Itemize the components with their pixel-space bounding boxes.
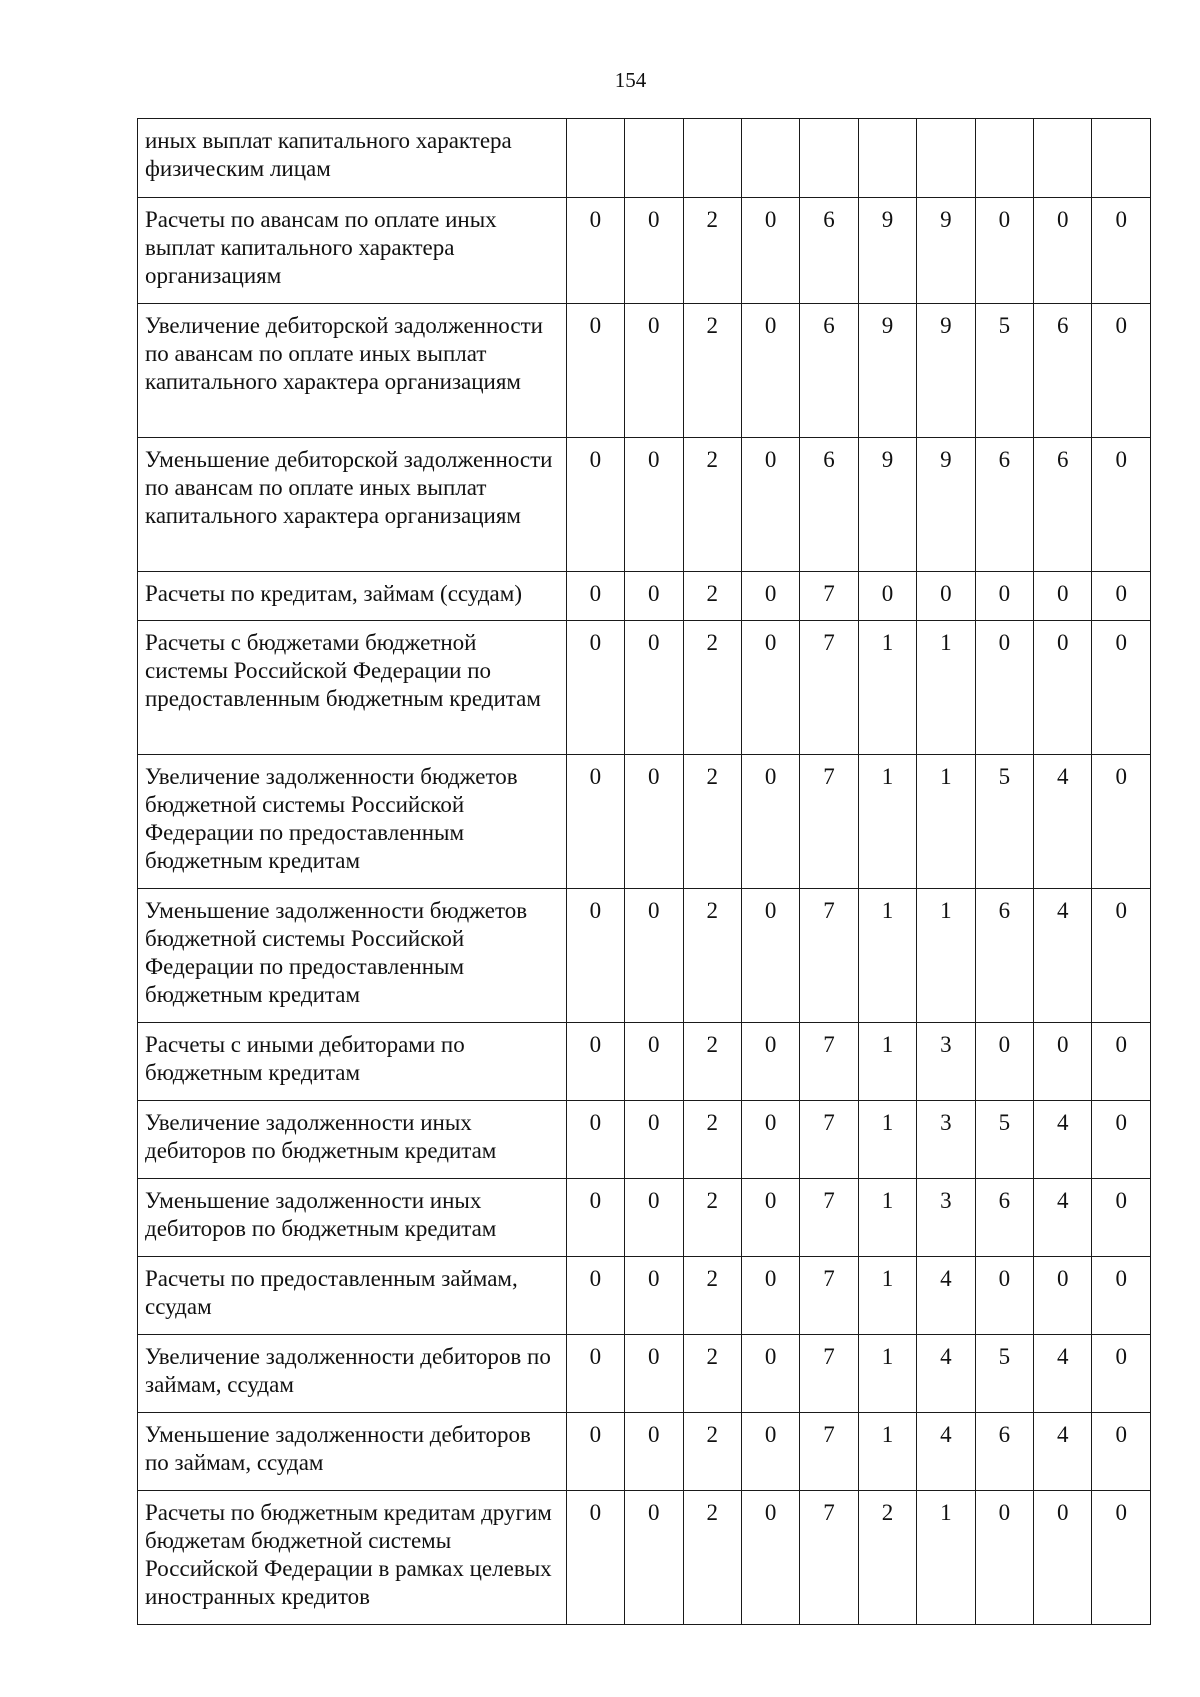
code-digit-cell: 6 <box>975 1179 1033 1257</box>
table-row <box>138 1023 1151 1101</box>
code-digit-cell: 9 <box>917 198 975 304</box>
code-digit-cell: 0 <box>1092 304 1151 438</box>
code-digit-cell <box>566 119 624 198</box>
code-digit-cell: 0 <box>625 1257 683 1335</box>
table-row <box>138 119 1151 198</box>
row-description: Расчеты по авансам по оплате иных выплат капитального характера организациям <box>138 198 567 304</box>
code-digit-cell: 2 <box>683 1413 741 1491</box>
code-digit-cell <box>625 119 683 198</box>
code-digit-cell: 0 <box>625 1335 683 1413</box>
code-digit-cell <box>975 119 1033 198</box>
code-digit-cell: 0 <box>1092 1413 1151 1491</box>
code-digit-cell: 0 <box>566 1179 624 1257</box>
table-row <box>138 304 1151 438</box>
code-digit-cell: 0 <box>741 1179 799 1257</box>
code-digit-cell: 1 <box>858 1335 916 1413</box>
code-digit-cell: 0 <box>975 1023 1033 1101</box>
table-row <box>138 198 1151 304</box>
code-digit-cell: 9 <box>858 198 916 304</box>
code-digit-cell: 2 <box>683 438 741 572</box>
code-digit-cell: 0 <box>1092 755 1151 889</box>
code-digit-cell: 3 <box>917 1179 975 1257</box>
row-description: Увеличение задолженности бюджетов бюджетной системы Российской Федерации по предоставленным бюджетным кредитам <box>138 755 567 889</box>
row-description: Уменьшение задолженности бюджетов бюджетной системы Российской Федерации по предоставленным бюджетным кредитам <box>138 889 567 1023</box>
code-digit-cell: 0 <box>1034 1491 1092 1625</box>
code-digit-cell <box>1034 119 1092 198</box>
code-digit-cell: 0 <box>741 755 799 889</box>
code-digit-cell: 4 <box>1034 755 1092 889</box>
code-digit-cell: 1 <box>858 889 916 1023</box>
code-digit-cell: 4 <box>1034 889 1092 1023</box>
code-digit-cell: 9 <box>858 438 916 572</box>
code-digit-cell: 0 <box>858 572 916 621</box>
code-digit-cell: 5 <box>975 1335 1033 1413</box>
code-digit-cell: 2 <box>683 1101 741 1179</box>
code-digit-cell: 0 <box>566 438 624 572</box>
code-digit-cell: 0 <box>1034 572 1092 621</box>
code-digit-cell: 0 <box>1034 1257 1092 1335</box>
code-digit-cell: 0 <box>1092 621 1151 755</box>
code-digit-cell: 7 <box>800 1413 858 1491</box>
code-digit-cell: 9 <box>858 304 916 438</box>
table-row <box>138 1413 1151 1491</box>
code-digit-cell: 0 <box>975 621 1033 755</box>
code-digit-cell: 2 <box>683 198 741 304</box>
code-digit-cell: 4 <box>1034 1101 1092 1179</box>
code-digit-cell: 0 <box>1092 889 1151 1023</box>
code-digit-cell: 0 <box>975 1491 1033 1625</box>
code-digit-cell: 6 <box>800 438 858 572</box>
code-digit-cell: 7 <box>800 1335 858 1413</box>
table-row <box>138 1257 1151 1335</box>
code-digit-cell: 7 <box>800 1491 858 1625</box>
code-digit-cell: 1 <box>858 1179 916 1257</box>
code-digit-cell: 1 <box>917 755 975 889</box>
code-digit-cell: 0 <box>1092 438 1151 572</box>
code-digit-cell: 0 <box>741 198 799 304</box>
code-digit-cell: 0 <box>741 889 799 1023</box>
code-digit-cell: 0 <box>1092 1335 1151 1413</box>
code-digit-cell: 2 <box>683 889 741 1023</box>
code-digit-cell: 7 <box>800 1257 858 1335</box>
row-description: Расчеты по бюджетным кредитам другим бюджетам бюджетной системы Российской Федерации в рамках целевых иностранных кредитов <box>138 1491 567 1625</box>
accounts-table <box>137 118 1151 1625</box>
code-digit-cell: 0 <box>625 889 683 1023</box>
row-description: Расчеты с иными дебиторами по бюджетным кредитам <box>138 1023 567 1101</box>
code-digit-cell: 0 <box>566 621 624 755</box>
code-digit-cell: 6 <box>975 438 1033 572</box>
code-digit-cell: 0 <box>917 572 975 621</box>
code-digit-cell: 9 <box>917 304 975 438</box>
code-digit-cell: 0 <box>566 755 624 889</box>
code-digit-cell: 2 <box>683 304 741 438</box>
code-digit-cell: 0 <box>625 198 683 304</box>
code-digit-cell: 0 <box>975 198 1033 304</box>
code-digit-cell: 1 <box>858 1023 916 1101</box>
table-row <box>138 755 1151 889</box>
code-digit-cell: 2 <box>858 1491 916 1625</box>
code-digit-cell: 5 <box>975 1101 1033 1179</box>
code-digit-cell: 9 <box>917 438 975 572</box>
code-digit-cell: 0 <box>566 889 624 1023</box>
code-digit-cell: 2 <box>683 755 741 889</box>
code-digit-cell: 0 <box>975 1257 1033 1335</box>
code-digit-cell: 0 <box>741 1257 799 1335</box>
code-digit-cell: 6 <box>800 198 858 304</box>
code-digit-cell: 0 <box>566 1491 624 1625</box>
code-digit-cell: 0 <box>741 1101 799 1179</box>
row-description: Увеличение дебиторской задолженности по авансам по оплате иных выплат капитального характера организациям <box>138 304 567 438</box>
code-digit-cell: 0 <box>566 1101 624 1179</box>
code-digit-cell: 4 <box>917 1335 975 1413</box>
code-digit-cell: 0 <box>625 304 683 438</box>
table-row <box>138 1179 1151 1257</box>
code-digit-cell: 0 <box>566 1413 624 1491</box>
code-digit-cell: 2 <box>683 621 741 755</box>
code-digit-cell <box>917 119 975 198</box>
code-digit-cell: 5 <box>975 755 1033 889</box>
code-digit-cell: 6 <box>1034 304 1092 438</box>
code-digit-cell: 2 <box>683 572 741 621</box>
code-digit-cell <box>800 119 858 198</box>
code-digit-cell: 0 <box>625 1413 683 1491</box>
code-digit-cell: 0 <box>625 1101 683 1179</box>
code-digit-cell: 1 <box>917 621 975 755</box>
code-digit-cell: 0 <box>625 1023 683 1101</box>
code-digit-cell: 0 <box>975 572 1033 621</box>
code-digit-cell: 0 <box>625 621 683 755</box>
code-digit-cell: 6 <box>800 304 858 438</box>
table-row <box>138 1491 1151 1625</box>
code-digit-cell: 0 <box>741 438 799 572</box>
code-digit-cell: 0 <box>741 1491 799 1625</box>
code-digit-cell <box>858 119 916 198</box>
row-description: Увеличение задолженности иных дебиторов по бюджетным кредитам <box>138 1101 567 1179</box>
code-digit-cell <box>683 119 741 198</box>
code-digit-cell: 4 <box>1034 1179 1092 1257</box>
code-digit-cell: 0 <box>625 572 683 621</box>
code-digit-cell <box>1092 119 1151 198</box>
code-digit-cell: 2 <box>683 1491 741 1625</box>
code-digit-cell: 4 <box>917 1257 975 1335</box>
code-digit-cell: 0 <box>625 1179 683 1257</box>
row-description: Увеличение задолженности дебиторов по займам, ссудам <box>138 1335 567 1413</box>
code-digit-cell: 0 <box>741 1413 799 1491</box>
code-digit-cell: 7 <box>800 889 858 1023</box>
code-digit-cell: 0 <box>625 755 683 889</box>
code-digit-cell: 2 <box>683 1179 741 1257</box>
code-digit-cell: 7 <box>800 1179 858 1257</box>
table-row <box>138 438 1151 572</box>
code-digit-cell: 0 <box>566 572 624 621</box>
code-digit-cell: 0 <box>741 621 799 755</box>
code-digit-cell: 0 <box>741 1335 799 1413</box>
code-digit-cell: 0 <box>741 572 799 621</box>
row-description: Уменьшение задолженности иных дебиторов по бюджетным кредитам <box>138 1179 567 1257</box>
code-digit-cell: 0 <box>741 1023 799 1101</box>
table-row <box>138 889 1151 1023</box>
code-digit-cell: 0 <box>1092 1023 1151 1101</box>
code-digit-cell: 3 <box>917 1101 975 1179</box>
code-digit-cell: 1 <box>917 1491 975 1625</box>
code-digit-cell: 7 <box>800 572 858 621</box>
code-digit-cell: 0 <box>1092 1257 1151 1335</box>
code-digit-cell: 0 <box>566 1023 624 1101</box>
code-digit-cell: 0 <box>1092 198 1151 304</box>
code-digit-cell <box>741 119 799 198</box>
table-row <box>138 621 1151 755</box>
row-description: Расчеты по кредитам, займам (ссудам) <box>138 572 567 621</box>
code-digit-cell: 7 <box>800 755 858 889</box>
code-digit-cell: 1 <box>858 621 916 755</box>
code-digit-cell: 3 <box>917 1023 975 1101</box>
code-digit-cell: 2 <box>683 1335 741 1413</box>
code-digit-cell: 1 <box>858 1413 916 1491</box>
code-digit-cell: 0 <box>566 1257 624 1335</box>
page-number: 154 <box>614 68 647 92</box>
code-digit-cell: 0 <box>1034 198 1092 304</box>
code-digit-cell: 0 <box>741 304 799 438</box>
code-digit-cell: 4 <box>1034 1335 1092 1413</box>
row-description: Уменьшение задолженности дебиторов по займам, ссудам <box>138 1413 567 1491</box>
row-description: Расчеты по предоставленным займам, ссудам <box>138 1257 567 1335</box>
code-digit-cell: 6 <box>975 889 1033 1023</box>
code-digit-cell: 4 <box>917 1413 975 1491</box>
code-digit-cell: 1 <box>858 1101 916 1179</box>
code-digit-cell: 2 <box>683 1023 741 1101</box>
code-digit-cell: 4 <box>1034 1413 1092 1491</box>
row-description: Расчеты с бюджетами бюджетной системы Российской Федерации по предоставленным бюджетным кредитам <box>138 621 567 755</box>
table-row <box>138 1101 1151 1179</box>
code-digit-cell: 0 <box>1092 572 1151 621</box>
code-digit-cell: 0 <box>566 1335 624 1413</box>
table-row <box>138 572 1151 621</box>
code-digit-cell: 6 <box>1034 438 1092 572</box>
code-digit-cell: 7 <box>800 1023 858 1101</box>
code-digit-cell: 7 <box>800 1101 858 1179</box>
code-digit-cell: 6 <box>975 1413 1033 1491</box>
code-digit-cell: 1 <box>858 1257 916 1335</box>
code-digit-cell: 7 <box>800 621 858 755</box>
code-digit-cell: 5 <box>975 304 1033 438</box>
code-digit-cell: 0 <box>1092 1179 1151 1257</box>
code-digit-cell: 0 <box>625 438 683 572</box>
code-digit-cell: 2 <box>683 1257 741 1335</box>
code-digit-cell: 0 <box>566 198 624 304</box>
code-digit-cell: 0 <box>566 304 624 438</box>
code-digit-cell: 1 <box>858 755 916 889</box>
code-digit-cell: 1 <box>917 889 975 1023</box>
code-digit-cell: 0 <box>625 1491 683 1625</box>
code-digit-cell: 0 <box>1034 1023 1092 1101</box>
row-description: Уменьшение дебиторской задолженности по авансам по оплате иных выплат капитального характера организациям <box>138 438 567 572</box>
code-digit-cell: 0 <box>1092 1491 1151 1625</box>
table-row <box>138 1335 1151 1413</box>
table-body <box>138 119 1151 1625</box>
code-digit-cell: 0 <box>1092 1101 1151 1179</box>
row-description: иных выплат капитального характера физическим лицам <box>138 119 567 198</box>
code-digit-cell: 0 <box>1034 621 1092 755</box>
